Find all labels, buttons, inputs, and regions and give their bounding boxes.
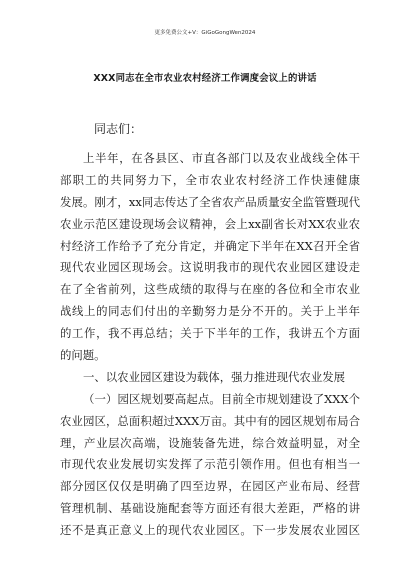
body-line: 农业示范区建设现场会议精神，会上xx副省长对XX农业农 [60, 216, 360, 231]
greeting: 同志们： [94, 122, 143, 136]
body-line: 村经济工作给予了充分肯定，并确定下半年在XX召开全省 [60, 238, 360, 253]
section-heading: 一、以农业园区建设为载体，强力推进现代农业发展 [83, 369, 345, 384]
body-line: 的工作，我不再总结；关于下半年的工作，我讲五个方面 [60, 326, 360, 341]
body-line: 市现代农业发展切实发挥了示范引领作用。但也有相当一 [60, 457, 360, 472]
header-note: 更多免费公文+V：GiGoGongWen2024 [154, 30, 256, 36]
body-line: 的问题。 [60, 348, 106, 363]
body-line: 管理机制、基础设施配套等方面还有很大差距，严格的讲 [60, 501, 360, 516]
body-line: 还不是真正意义上的现代农业园区。下一步发展农业园区 [60, 523, 360, 538]
body-line: 部职工的共同努力下，全市农业农村经济工作快速健康 [60, 172, 360, 187]
body-line: 理，产业层次高端，设施装备先进，综合效益明显，对全 [60, 435, 360, 450]
body-line: 部分园区仅仅是明确了四至边界，在园区产业布局、经营 [60, 479, 360, 494]
body-line: 发展。刚才，xx同志传达了全省农产品质量安全监管暨现代 [60, 194, 360, 209]
body-line: 现代农业园区现场会。这说明我市的现代农业园区建设走 [60, 260, 360, 275]
body-line: 在了全省前列，这些成绩的取得与在座的各位和全市农业 [60, 282, 360, 297]
body-line: 战线上的同志们付出的辛勤努力是分不开的。关于上半年 [60, 304, 360, 319]
body-line: （一）园区规划要高起点。目前全市规划建设了XXX个 [83, 391, 360, 406]
body-line: 农业园区，总面积超过XXX万亩。其中有的园区规划布局合 [60, 413, 360, 428]
body-line: 上半年，在各县区、市直各部门以及农业战线全体干 [83, 151, 360, 165]
document-title: XXX同志在全市农业农村经济工作调度会议上的讲话 [93, 73, 317, 84]
document-body [60, 148, 360, 542]
